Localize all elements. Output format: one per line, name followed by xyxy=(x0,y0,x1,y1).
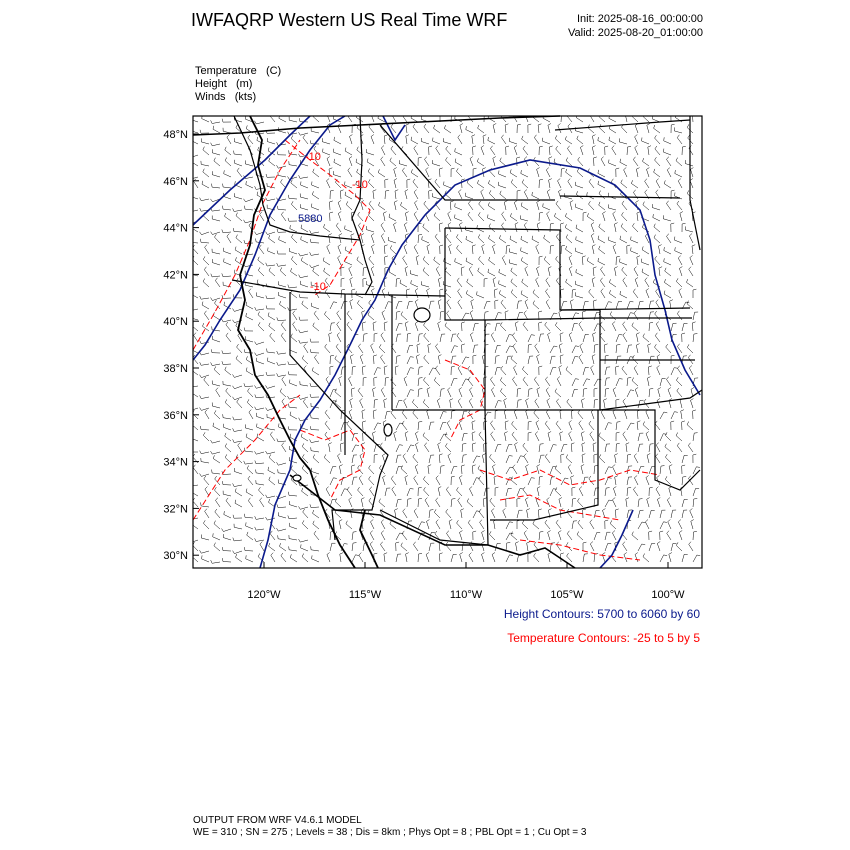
temp-contour-label: -10 xyxy=(310,281,326,293)
variable-unit: (m) xyxy=(235,78,253,90)
lon-label: 100°W xyxy=(651,589,685,601)
lat-label: 48°N xyxy=(163,129,188,141)
model-info: OUTPUT FROM WRF V4.6.1 MODEL xyxy=(193,815,362,826)
temp-contour-label: -10 xyxy=(352,179,368,191)
variable-unit: (C) xyxy=(265,65,282,77)
lat-label: 34°N xyxy=(163,456,188,469)
lat-label: 46°N xyxy=(163,175,188,188)
init-time: Init: 2025-08-16_00:00:00 xyxy=(577,13,703,25)
height-contour-label: 5880 xyxy=(298,213,323,225)
lat-label: 40°N xyxy=(163,316,188,329)
variable-name: Winds xyxy=(195,91,226,103)
lat-label: 30°N xyxy=(163,550,188,563)
valid-time: Valid: 2025-08-20_01:00:00 xyxy=(568,27,703,39)
temp-contour-label: -10 xyxy=(305,151,321,163)
lat-label: 42°N xyxy=(163,269,188,282)
chart-title: IWFAQRP Western US Real Time WRF xyxy=(191,10,508,30)
salton-sea xyxy=(293,475,301,481)
lon-label: 120°W xyxy=(247,589,281,601)
model-settings: WE = 310 ; SN = 275 ; Levels = 38 ; Dis = 8km ; Phys Opt = 8 ; PBL Opt = 1 ; Cu Opt = 3 xyxy=(193,827,587,838)
lat-label: 44°N xyxy=(163,222,188,235)
variable-unit: (kts) xyxy=(234,91,257,103)
lat-label: 32°N xyxy=(163,503,188,516)
lon-label: 110°W xyxy=(449,589,483,601)
lon-label: 115°W xyxy=(348,589,382,601)
great-salt-lake xyxy=(414,308,430,322)
lake-mead xyxy=(384,424,392,436)
variable-name: Height xyxy=(195,78,227,90)
lat-label: 36°N xyxy=(163,409,188,422)
temperature-contour-legend: Temperature Contours: -25 to 5 by 5 xyxy=(507,631,700,645)
lat-label: 38°N xyxy=(163,363,188,375)
lon-label: 105°W xyxy=(550,589,584,601)
variable-name: Temperature xyxy=(195,65,257,77)
height-contour-legend: Height Contours: 5700 to 6060 by 60 xyxy=(503,607,700,621)
